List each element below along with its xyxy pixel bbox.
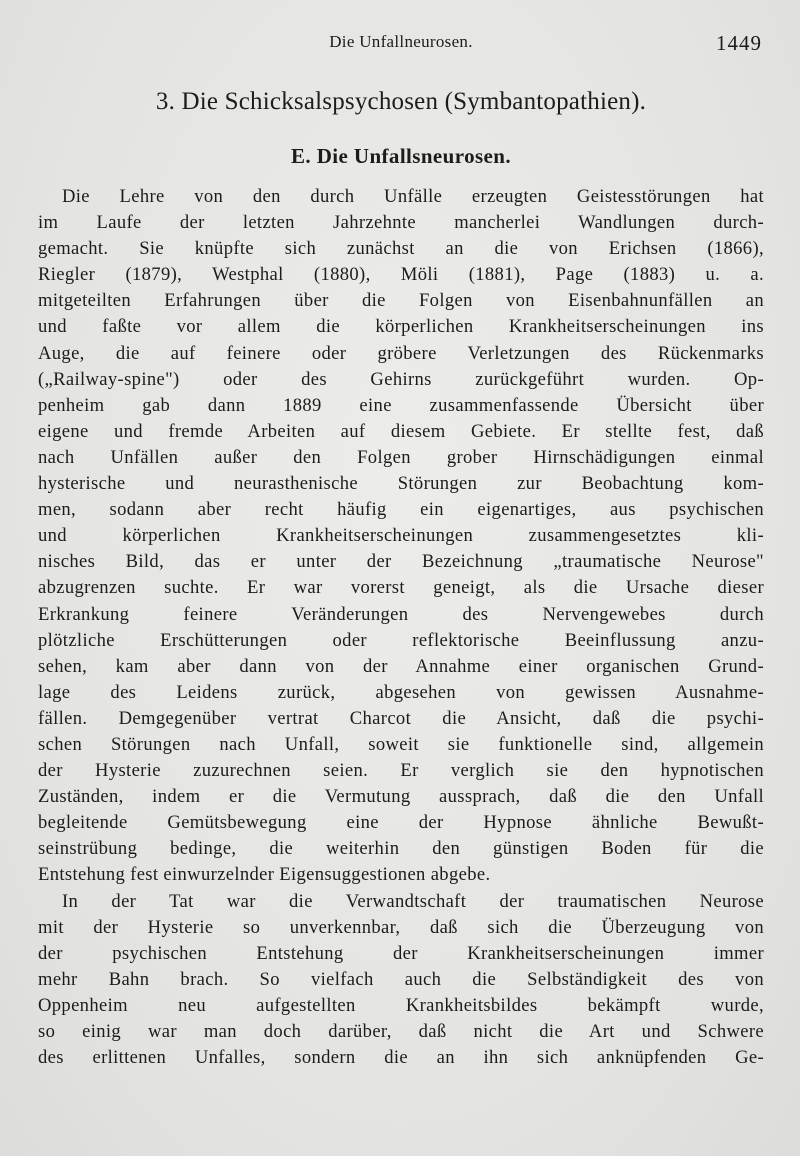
text-line: Riegler (1879), Westphal (1880), Möli (1881), Page (1883) u. a. (38, 264, 764, 286)
text-line: lage des Leidens zurück, abgesehen von gewissen Ausnahme- (38, 681, 764, 703)
text-line: gemacht. Sie knüpfte sich zunächst an die von Erichsen (1866), (38, 238, 764, 260)
text-line: so einig war man doch darüber, daß nicht die Art und Schwere (38, 1021, 764, 1042)
text-line: nach Unfällen außer den Folgen grober Hirnschädigungen einmal (38, 446, 764, 468)
text-line: mehr Bahn brach. So vielfach auch die Selbständigkeit des von (38, 968, 764, 990)
paragraph-2 (38, 889, 764, 1072)
text-line: penheim gab dann 1889 eine zusammenfassende Übersicht über (38, 394, 764, 416)
text-line: seinstrübung bedinge, die weiterhin den günstigen Boden für die (38, 838, 764, 860)
text-line: und faßte vor allem die körperlichen Krankheitserscheinungen ins (38, 316, 764, 338)
text-line: nisches Bild, das er unter der Bezeichnung „traumatische Neurose" (38, 551, 764, 573)
text-line: im Laufe der letzten Jahrzehnte mancherlei Wandlungen durch- (38, 212, 764, 234)
text-line: eigene und fremde Arbeiten auf diesem Gebiete. Er stellte fest, daß (38, 420, 764, 442)
text-line: Die Lehre von den durch Unfälle erzeugten Geistesstörungen hat (62, 186, 764, 207)
text-line: des erlittenen Unfalles, sondern die an ihn sich anknüpfenden Ge- (38, 1047, 764, 1069)
text-line: In der Tat war die Verwandtschaft der traumatischen Neurose (62, 890, 764, 912)
running-head-title: Die Unfallneurosen. (329, 32, 473, 51)
running-head (38, 32, 764, 58)
text-line: Erkrankung feinere Veränderungen des Nervengewebes durch (38, 603, 764, 625)
text-line: Zuständen, indem er die Vermutung aussprach, daß die den Unfall (38, 786, 764, 808)
text-line: fällen. Demgegenüber vertrat Charcot die Ansicht, daß die psychi- (38, 707, 764, 729)
text-line: („Railway-spine") oder des Gehirns zurückgeführt wurden. Op- (38, 368, 764, 390)
text-line: sehen, kam aber dann von der Annahme einer organischen Grund- (38, 655, 764, 677)
paragraph-1 (38, 184, 764, 889)
text-line: plötzliche Erschütterungen oder reflektorische Beeinflussung anzu- (38, 629, 764, 651)
text-line: begleitende Gemütsbewegung eine der Hypnose ähnliche Bewußt- (38, 812, 764, 834)
text-line: der psychischen Entstehung der Krankheitserscheinungen immer (38, 942, 764, 964)
text-line: der Hysterie zuzurechnen seien. Er verglich sie den hypnotischen (38, 760, 764, 782)
chapter-title: 3. Die Schicksalspsychosen (Symbantopathien). (155, 88, 647, 115)
text-line: abzugrenzen suchte. Er war vorerst geneigt, als die Ursache dieser (38, 577, 764, 599)
text-line: Entstehung fest einwurzelnder Eigensuggestionen abgebe. (38, 864, 491, 886)
text-line: schen Störungen nach Unfall, soweit sie funktionelle sind, allgemein (38, 733, 764, 755)
body-text (38, 184, 764, 1071)
section-title: E. Die Unfallsneurosen. (291, 144, 511, 168)
text-line: Oppenheim neu aufgestellten Krankheitsbildes bekämpft wurde, (38, 994, 764, 1016)
text-line: hysterische und neurasthenische Störungen zur Beobachtung kom- (38, 473, 764, 495)
text-line: und körperlichen Krankheitserscheinungen zusammengesetztes kli- (38, 525, 764, 547)
text-line: mit der Hysterie so unverkennbar, daß sich die Überzeugung von (38, 916, 764, 938)
text-line: men, sodann aber recht häufig ein eigenartiges, aus psychischen (38, 499, 764, 521)
page-number: 1449 (716, 31, 762, 55)
text-line: mitgeteilten Erfahrungen über die Folgen von Eisenbahnunfällen an (38, 290, 764, 312)
text-line: Auge, die auf feinere oder gröbere Verletzungen des Rückenmarks (38, 342, 764, 364)
